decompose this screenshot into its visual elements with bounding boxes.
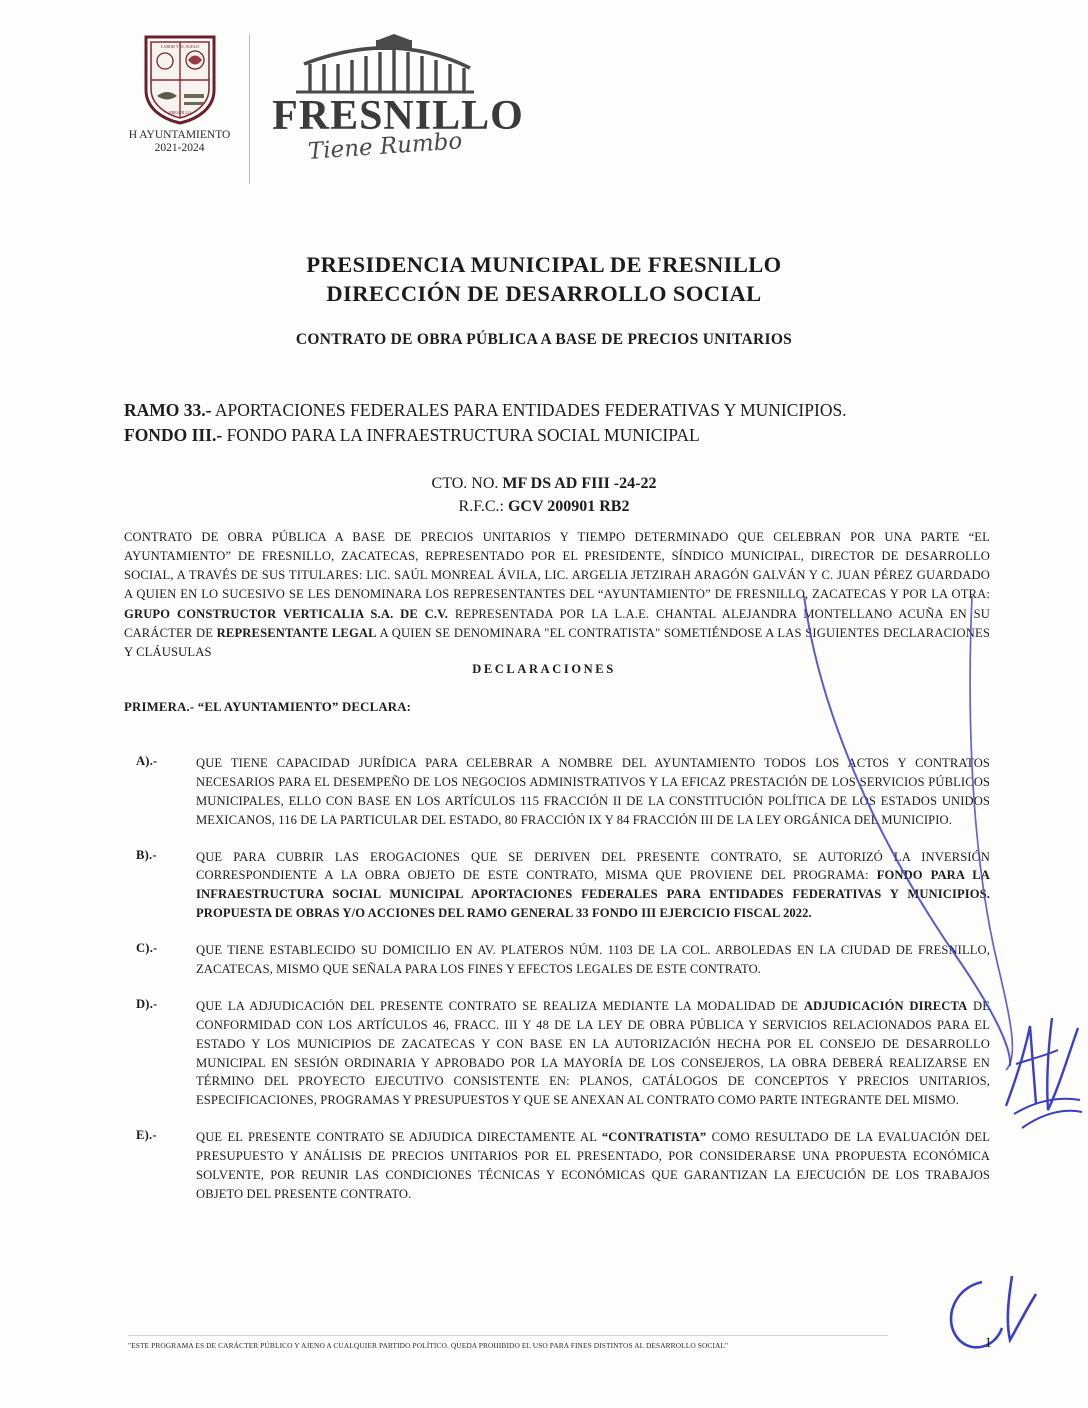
clause-d-text-b: DE CONFORMIDAD CON LOS ARTÍCULOS 46, FRACC. III Y 48 DE LA LEY DE OBRA PÚBLICA Y SERVICIOS RELACIONADOS PARA EL ESTADO Y LOS MUNICIPIOS DE ZACATECAS Y CON BASE EN LA AUTORIZACIÓN HECHA POR EL CONSEJO DE DESARROLLO MUNICIPAL EN SESIÓN ORDINARIA Y APROBADO POR LA MAYORÍA DE LOS CONSEJEROS, LA OBRA DEBERÁ REALIZARSE EN TÉRMINO DEL PROYECTO EJECUTIVO CONSISTENTE EN: PLANOS, CATÁLOGOS DE CONCEPTOS Y PRECIOS UNITARIOS, ESPECIFICACIONES, PROGRAMAS Y PRESUPUESTOS Y QUE SE ANEXAN AL CONTRATO COMO PARTE INTEGRANTE DEL MISMO. xyxy=(196,998,990,1108)
contract-number-line xyxy=(0,472,1088,495)
ramo-label: RAMO 33.- xyxy=(124,400,212,420)
rfc-line xyxy=(0,495,1088,518)
clause-d-text-a: QUE LA ADJUDICACIÓN DEL PRESENTE CONTRATO SE REALIZA MEDIANTE LA MODALIDAD DE xyxy=(196,998,804,1013)
clause-b-label: B).- xyxy=(136,847,157,862)
rfc-value: GCV 200901 RB2 xyxy=(507,498,630,516)
intro-company-name: GRUPO CONSTRUCTOR VERTICALIA S.A. DE C.V. xyxy=(124,606,449,621)
clause-d xyxy=(124,997,990,1110)
clause-e xyxy=(124,1128,990,1204)
clause-d-text-bold: ADJUDICACIÓN DIRECTA xyxy=(803,998,968,1013)
contract-number-value: MF DS AD FIII -24-22 xyxy=(502,475,657,492)
page-subtitle: CONTRATO DE OBRA PÚBLICA A BASE DE PRECIOS UNITARIOS xyxy=(295,330,793,348)
clause-d-text xyxy=(196,997,990,1110)
program-block xyxy=(124,398,964,449)
intro-paragraph xyxy=(124,528,990,662)
fondo-text: FONDO PARA LA INFRAESTRUCTURA SOCIAL MUNICIPAL xyxy=(222,425,700,446)
intro-text-a: CONTRATO DE OBRA PÚBLICA A BASE DE PRECIOS UNITARIOS Y TIEMPO DETERMINADO QUE CELEBRAN POR UNA PARTE “EL AYUNTAMIENTO” DE FRESNILLO, ZACATECAS, REPRESENTADO POR EL PRESIDENTE, SÍNDICO MUNICIPAL, DIRECTOR DE DESARROLLO SOCIAL, A TRAVÉS DE SUS TITULARES: LIC. SAÚL MONREAL ÁVILA, LIC. ARGELIA JETZIRAH ARAGÓN GALVÁN Y C. JUAN PÉREZ GUARDADO A QUIEN EN LO SUCESIVO SE LES DENOMINARA LOS REPRESENTANTES DEL “AYUNTAMIENTO” DE FRESNILLO, ZACATECAS Y POR LA OTRA: xyxy=(124,530,990,602)
clause-e-label: E).- xyxy=(136,1128,157,1143)
clause-e-text-b: COMO RESULTADO DE LA EVALUACIÓN DEL PRESUPUESTO Y ANÁLISIS DE PRECIOS UNITARIOS POR EL PRESENTADO, POR CONSIDERARSE UNA PROPUESTA ECONÓMICA SOLVENTE, POR REUNIR LAS CONDICIONES TÉCNICAS Y ECONÓMICAS QUE GARANTIZAN LA EJECUCIÓN DE LOS TRABAJOS OBJETO DEL PRESENTE CONTRATO. xyxy=(196,1130,990,1201)
page-title-line2: DIRECCIÓN DE DESARROLLO SOCIAL xyxy=(326,281,762,307)
clause-a-text: QUE TIENE CAPACIDAD JURÍDICA PARA CELEBRAR A NOMBRE DEL AYUNTAMIENTO TODOS LOS ACTOS Y CONTRATOS NECESARIOS PARA EL DESEMPEÑO DE LOS NEGOCIOS ADMINISTRATIVOS Y LA EFICAZ PRESTACIÓN DE LOS SERVICIOS PÚBLICOS MUNICIPALES, ELLO CON BASE EN LOS ARTÍCULOS 115 FRACCIÓN II DE LA CONSTITUCIÓN POLÍTICA DE LOS ESTADOS UNIDOS MEXICANOS, 116 DE LA PARTICULAR DEL ESTADO, 80 FRACCIÓN IX Y 84 FRACCIÓN III DE LA LEY ORGÁNICA DEL MUNICIPIO. xyxy=(196,756,990,827)
contract-number-prefix: CTO. NO. xyxy=(431,475,503,492)
page-title-line1: PRESIDENCIA MUNICIPAL DE FRESNILLO xyxy=(306,252,782,277)
clause-e-text-a: QUE EL PRESENTE CONTRATO SE ADJUDICA DIRECTAMENTE AL xyxy=(196,1130,602,1145)
page-number: 1 xyxy=(984,1335,992,1351)
seal-caption-line2: 2021-2024 xyxy=(154,142,205,155)
brand-wordmark: FRESNILLO xyxy=(272,93,524,139)
clause-d-label: D).- xyxy=(136,996,158,1011)
footer-legal-note: "ESTE PROGRAMA ES DE CARÁCTER PÚBLICO Y AJENO A CUALQUIER PARTIDO POLÍTICO. QUEDA PROHIBIDO EL USO PARA FINES DISTINTOS AL DESARROLLO SOCIAL" xyxy=(128,1335,888,1350)
coat-of-arms-icon xyxy=(143,34,217,126)
signature-stroke-bottom xyxy=(930,1270,1060,1370)
svg-text:FRESNILLO: FRESNILLO xyxy=(168,110,191,115)
municipal-seal-block xyxy=(120,34,250,184)
brand-tagline: Tiene Rumbo xyxy=(307,128,464,165)
clause-b xyxy=(124,848,990,924)
declaraciones-heading: DECLARACIONES xyxy=(472,662,616,676)
signature-initials xyxy=(1000,1010,1086,1140)
contract-identifiers xyxy=(0,472,1088,518)
clause-a xyxy=(124,754,990,830)
intro-legal-rep: REPRESENTANTE LEGAL xyxy=(216,625,377,640)
ramo-text: APORTACIONES FEDERALES PARA ENTIDADES FEDERATIVAS Y MUNICIPIOS. xyxy=(211,400,847,420)
intro-text-c: A QUIEN SE DENOMINARA "EL CONTRATISTA" SOMETIÉNDOSE A LAS SIGUIENTES DECLARACIONES Y CLÁUSULAS xyxy=(124,625,990,659)
fondo-line xyxy=(124,423,964,448)
clause-b-text-bold: FONDO PARA LA INFRAESTRUCTURA SOCIAL MUNICIPAL APORTACIONES FEDERALES PARA ENTIDADES FEDERATIVAS Y MUNICIPIOS. PROPUESTA DE OBRAS Y/O ACCIONES DEL RAMO GENERAL 33 FONDO III EJERCICIO FISCAL 2022. xyxy=(196,868,990,921)
clause-a-label: A).- xyxy=(136,754,158,768)
rfc-prefix: R.F.C.: xyxy=(458,498,508,516)
ramo-line xyxy=(124,398,964,423)
primera-heading: PRIMERA.- “EL AYUNTAMIENTO” DECLARA: xyxy=(124,700,412,714)
clause-b-text-a: QUE PARA CUBRIR LAS EROGACIONES QUE SE DERIVEN DEL PRESENTE CONTRATO, SE AUTORIZÓ LA INVERSIÓN CORRESPONDIENTE A LA OBRA OBJETO DE ESTE CONTRATO, MISMA QUE PROVIENE DEL PROGRAMA: xyxy=(196,849,990,883)
fondo-label: FONDO III.- xyxy=(124,425,223,446)
clause-c xyxy=(124,941,990,979)
intro-text-b: REPRESENTADA POR LA L.A.E. CHANTAL ALEJANDRA MONTELLANO ACUÑA EN SU CARÁCTER DE xyxy=(124,606,991,640)
document-title-block xyxy=(0,250,1088,349)
svg-text:LABOR Y EL SUELO: LABOR Y EL SUELO xyxy=(160,44,199,49)
clause-c-text: QUE TIENE ESTABLECIDO SU DOMICILIO EN AV. PLATEROS NÚM. 1103 DE LA COL. ARBOLEDAS EN LA CIUDAD DE FRESNILLO, ZACATECAS, MISMO QUE SEÑALA PARA LOS FINES Y EFECTOS LEGALES DE ESTE CONTRATO. xyxy=(196,943,990,977)
clauses-list xyxy=(124,738,990,1222)
seal-caption-line1: H AYUNTAMIENTO xyxy=(128,129,231,141)
clause-e-text xyxy=(196,1128,990,1204)
clause-c-label: C).- xyxy=(136,941,158,956)
arch-monument-icon xyxy=(290,34,540,101)
seal-caption xyxy=(120,129,239,155)
clause-e-text-bold: “CONTRATISTA” xyxy=(601,1130,707,1145)
brand-block xyxy=(250,34,540,165)
clause-b-text xyxy=(196,848,990,924)
letterhead xyxy=(120,34,540,194)
